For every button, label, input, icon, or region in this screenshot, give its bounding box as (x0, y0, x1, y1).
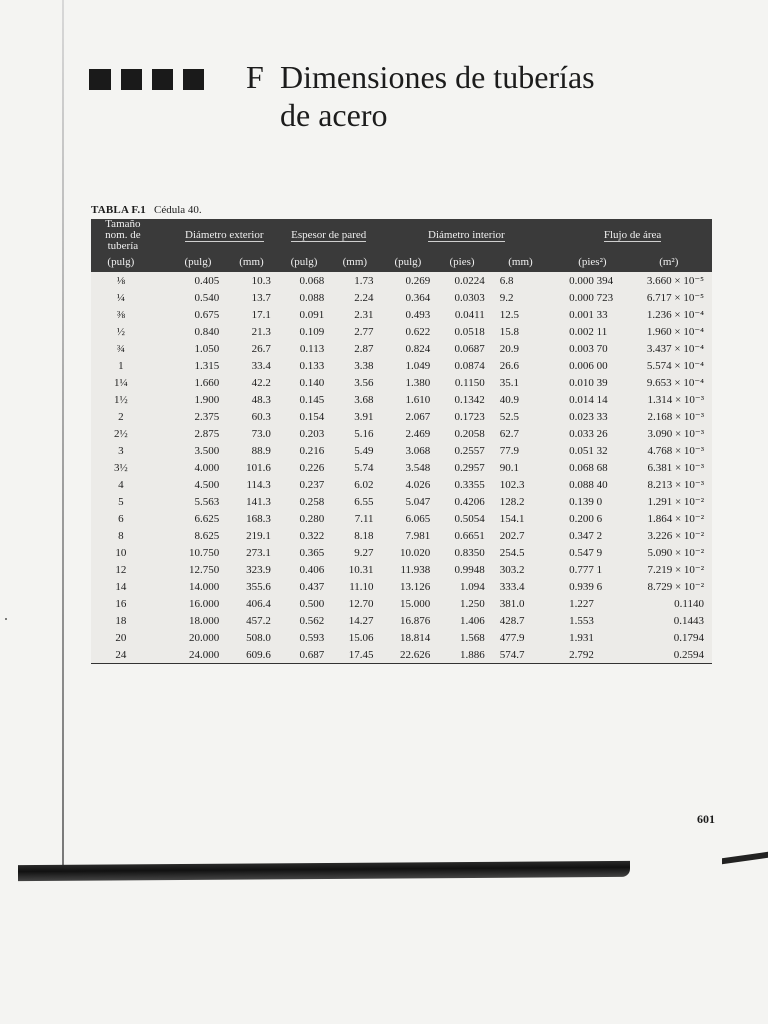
table-cell: 15.8 (499, 325, 519, 338)
table-cell: 22.626 (380, 646, 437, 664)
table-cell: 10.750 (188, 546, 220, 559)
table-cell: 0.547 9 (569, 546, 603, 559)
table-cell: 0.200 6 (569, 512, 603, 525)
table-cell: 0.203 (299, 427, 325, 440)
page-spine-edge (62, 0, 64, 870)
table-cell: 0.824 (405, 342, 431, 355)
table-cell: 7.219 × 10⁻² (647, 564, 704, 576)
table-cell: 5.574 × 10⁻⁴ (646, 360, 704, 372)
table-cell: 0.593 (299, 631, 325, 644)
table-cell: 13.7 (251, 291, 271, 304)
table-cell: 2.168 × 10⁻³ (647, 411, 704, 423)
table-cell: 15.06 (348, 631, 374, 644)
table-cell: 9.27 (354, 546, 374, 559)
table-cell: 0.1150 (454, 376, 485, 389)
table-cell: 1.660 (194, 376, 220, 389)
chapter-marker-squares (89, 69, 204, 90)
table-cell: 2.24 (354, 291, 374, 304)
table-caption (91, 204, 202, 216)
table-cell: 5.563 (194, 495, 220, 508)
table-cell: 0.1342 (454, 393, 485, 406)
unit-header-cell: (pulg) (171, 252, 225, 272)
table-cell: 0.777 1 (569, 563, 603, 576)
table-cell: 0.0874 (454, 359, 485, 372)
table-cell: 0.687 (278, 646, 330, 664)
table-cell: 0.500 (299, 597, 325, 610)
table-cell: 254.5 (499, 546, 525, 559)
table-cell: 60.3 (251, 410, 271, 423)
table-cell: 0.5054 (454, 512, 485, 525)
table-cell: 10.020 (400, 546, 431, 559)
table-cell: 355.6 (246, 580, 271, 593)
table-cell: 3.500 (194, 444, 220, 457)
table-cell: 24 (91, 646, 171, 664)
table-cell: 323.9 (246, 563, 271, 576)
table-cell: 0.003 70 (569, 342, 608, 355)
scan-speck (5, 618, 7, 620)
table-cell: 101.6 (246, 461, 271, 474)
table-cell: 1.960 × 10⁻⁴ (646, 326, 704, 338)
table-cell: 202.7 (499, 529, 525, 542)
table-cell: 0.3355 (454, 478, 485, 491)
table-cell: 1.049 (405, 359, 431, 372)
table-cell: 0.023 33 (569, 410, 608, 423)
table-cell: 1.406 (459, 614, 485, 627)
table-cell: 0.2557 (454, 444, 485, 457)
unit-header-cell: (mm) (225, 252, 278, 272)
table-cell: 16 (115, 597, 127, 610)
table-cell: 5.49 (354, 444, 374, 457)
table-cell: 1.236 × 10⁻⁴ (646, 309, 704, 321)
table-cell: 14 (115, 580, 127, 593)
table-cell: 219.1 (246, 529, 271, 542)
table-row (91, 323, 712, 340)
table-cell: 3.38 (354, 359, 374, 372)
table-cell: 0.347 2 (569, 529, 603, 542)
table-cell: 0.0687 (454, 342, 485, 355)
table-row (91, 391, 712, 408)
table-cell: 16.876 (400, 614, 431, 627)
table-cell: 14.27 (348, 614, 374, 627)
table-row (91, 612, 712, 629)
table-cell: 3½ (114, 461, 128, 474)
table-cell: 11.938 (400, 563, 431, 576)
table-cell: 1.314 × 10⁻³ (647, 394, 704, 406)
table-cell: 2.792 (553, 646, 631, 664)
table-cell: 0.0518 (454, 325, 485, 338)
table-cell: 1.886 (436, 646, 487, 664)
table-cell: 90.1 (499, 461, 519, 474)
table-cell: 508.0 (246, 631, 271, 644)
table-cell: 6.381 × 10⁻³ (647, 462, 704, 474)
table-cell: 0.4206 (454, 495, 485, 508)
table-cell: 7.11 (354, 512, 374, 525)
table-cell: 0.140 (299, 376, 325, 389)
appendix-title-line2: de acero (280, 97, 388, 133)
table-cell: 35.1 (499, 376, 519, 389)
table-cell: 0.154 (299, 410, 325, 423)
table-row (91, 629, 712, 646)
table-cell: 0.675 (194, 308, 220, 321)
table-row (91, 374, 712, 391)
table-cell: 33.4 (251, 359, 271, 372)
table-cell: 18.814 (400, 631, 431, 644)
table-cell: 2 (118, 410, 124, 423)
table-cell: 8.213 × 10⁻³ (647, 479, 704, 491)
table-cell: 0.1794 (673, 631, 704, 644)
table-row (91, 306, 712, 323)
table-cell: 1.610 (405, 393, 431, 406)
table-row (91, 272, 712, 289)
table-cell: 0.133 (299, 359, 325, 372)
unit-header-cell: (pies) (436, 252, 487, 272)
table-cell: 0.258 (299, 495, 325, 508)
table-cell: 141.3 (246, 495, 271, 508)
appendix-title-line1: Dimensiones de tuberías (280, 59, 595, 95)
table-cell: 0.6651 (454, 529, 485, 542)
table-cell: 17.45 (330, 646, 379, 664)
table-cell: 303.2 (499, 563, 525, 576)
table-cell: 12.5 (499, 308, 519, 321)
table-cell: 0.113 (299, 342, 325, 355)
table-cell: 0.109 (299, 325, 325, 338)
table-cell: 15.000 (400, 597, 431, 610)
table-cell: 3.56 (354, 376, 374, 389)
marker-square (183, 69, 204, 90)
table-cell: 114.3 (246, 478, 271, 491)
table-cell: 428.7 (499, 614, 525, 627)
header-flow-area: Flujo de área (553, 219, 712, 252)
page-number: 601 (697, 812, 715, 826)
table-row (91, 459, 712, 476)
table-cell: 3.068 (405, 444, 431, 457)
table-cell: 26.6 (499, 359, 519, 372)
table-cell: 3.437 × 10⁻⁴ (646, 343, 704, 355)
table-cell: 8.625 (194, 529, 220, 542)
table-cell: 0.091 (299, 308, 325, 321)
table-cell: 4.000 (194, 461, 220, 474)
table-cell: 26.7 (251, 342, 271, 355)
table-caption-text: Cédula 40. (154, 204, 202, 216)
table-cell: 168.3 (246, 512, 271, 525)
table-cell: 1.73 (354, 274, 374, 287)
header-nominal-size: Tamaño nom. de tubería (91, 219, 171, 252)
table-cell: 4.768 × 10⁻³ (647, 445, 704, 457)
table-cell: 42.2 (251, 376, 271, 389)
table-cell: 3.090 × 10⁻³ (647, 428, 704, 440)
table-cell: 128.2 (499, 495, 525, 508)
table-cell: 3.548 (405, 461, 431, 474)
table-cell: 0.006 00 (569, 359, 608, 372)
table-cell: 406.4 (246, 597, 271, 610)
table-cell: 9.653 × 10⁻⁴ (646, 377, 704, 389)
table-cell: 0.033 26 (569, 427, 608, 440)
table-cell: 48.3 (251, 393, 271, 406)
table-cell: 20 (115, 631, 127, 644)
table-row (91, 510, 712, 527)
table-cell: 3.226 × 10⁻² (647, 530, 704, 542)
table-cell: 8.729 × 10⁻² (647, 581, 704, 593)
unit-header-cell: (pulg) (380, 252, 437, 272)
table-cell: ⅜ (116, 308, 125, 321)
table-cell: 0.2058 (454, 427, 485, 440)
table-caption-label: TABLA F.1 (91, 204, 146, 216)
unit-header-cell: (mm) (488, 252, 553, 272)
scan-corner-shadow (722, 852, 768, 864)
table-cell: 273.1 (246, 546, 271, 559)
table-cell: 0.088 40 (569, 478, 608, 491)
table-cell: 0.9948 (454, 563, 485, 576)
table-row (91, 595, 712, 612)
table-cell: 6.02 (354, 478, 374, 491)
table-cell: 574.7 (488, 646, 553, 664)
table-cell: 102.3 (499, 478, 525, 491)
table-cell: 0.406 (299, 563, 325, 576)
table-row (91, 357, 712, 374)
table-cell: 0.540 (194, 291, 220, 304)
table-cell: 2.87 (354, 342, 374, 355)
table-row (91, 527, 712, 544)
table-cell: 1.380 (405, 376, 431, 389)
table-cell: 154.1 (499, 512, 525, 525)
table-row (91, 578, 712, 595)
table-cell: 1.568 (459, 631, 485, 644)
table-cell: 10.31 (348, 563, 374, 576)
table-cell: 77.9 (499, 444, 519, 457)
table-cell: 1.864 × 10⁻² (647, 513, 704, 525)
table-cell: 6.717 × 10⁻⁵ (646, 292, 704, 304)
table-cell: 0.840 (194, 325, 220, 338)
table-cell: 5.16 (354, 427, 374, 440)
table-cell: 0.493 (405, 308, 431, 321)
table-row (91, 442, 712, 459)
table-cell: 8 (118, 529, 124, 542)
scan-bottom-shadow (18, 861, 630, 881)
table-cell: 2.469 (405, 427, 431, 440)
table-cell: 381.0 (499, 597, 525, 610)
table-cell: 6 (118, 512, 124, 525)
unit-header-cell: (m²) (632, 252, 712, 272)
table-cell: 18.000 (188, 614, 220, 627)
unit-header-cell: (mm) (330, 252, 379, 272)
table-cell: 5 (118, 495, 124, 508)
table-cell: 0.269 (405, 274, 431, 287)
table-cell: 7.981 (405, 529, 431, 542)
table-cell: 3.91 (354, 410, 374, 423)
table-cell: 20.000 (188, 631, 220, 644)
table-cell: 0.1140 (674, 597, 704, 610)
table-cell: 609.6 (225, 646, 278, 664)
table-cell: 0.010 39 (569, 376, 608, 389)
table-cell: 2.375 (194, 410, 220, 423)
table-cell: 6.065 (405, 512, 431, 525)
unit-header-cell: (pies²) (553, 252, 631, 272)
table-cell: 0.000 723 (569, 291, 614, 304)
table-row (91, 408, 712, 425)
table-cell: 0.1443 (673, 614, 704, 627)
table-cell: 457.2 (246, 614, 271, 627)
table-cell: 0.0224 (454, 274, 485, 287)
table-cell: 0.0303 (454, 291, 485, 304)
table-cell: 0.000 394 (569, 274, 614, 287)
table-cell: 0.088 (299, 291, 325, 304)
table-cell: 5.090 × 10⁻² (647, 547, 704, 559)
table-cell: 0.145 (299, 393, 325, 406)
table-cell: 21.3 (251, 325, 271, 338)
table-cell: 4.500 (194, 478, 220, 491)
table-cell: 88.9 (251, 444, 271, 457)
table-row (91, 425, 712, 442)
table-row (91, 544, 712, 561)
table-cell: 6.625 (194, 512, 220, 525)
pipe-dimensions-table (91, 219, 712, 664)
table-cell: 0.014 14 (569, 393, 608, 406)
table-cell: 0.2957 (454, 461, 485, 474)
table-cell: 3 (118, 444, 124, 457)
table-cell: 1.250 (459, 597, 485, 610)
table-cell: ⅛ (116, 274, 125, 287)
table-row (91, 289, 712, 306)
table-cell: 0.437 (299, 580, 325, 593)
table-cell: 6.8 (499, 274, 514, 287)
table-cell: 1.553 (569, 614, 594, 627)
table-cell: 3.68 (354, 393, 374, 406)
table-cell: 10.3 (251, 274, 271, 287)
table-cell: 16.000 (188, 597, 220, 610)
table-group-header-row (91, 219, 712, 252)
header-inner-diameter: Diámetro interior (380, 219, 554, 252)
table-cell: 3.660 × 10⁻⁵ (646, 275, 704, 287)
table-cell: 12.70 (348, 597, 374, 610)
table-cell: 12.750 (188, 563, 220, 576)
table-cell: 0.1723 (454, 410, 485, 423)
table-cell: 18 (115, 614, 127, 627)
header-wall-thickness: Espesor de pared (278, 219, 380, 252)
marker-square (152, 69, 173, 90)
table-cell: ½ (116, 325, 125, 338)
table-cell: 2.067 (405, 410, 431, 423)
table-row (91, 340, 712, 357)
table-body (91, 272, 712, 664)
table-cell: 4 (118, 478, 124, 491)
table-cell: 0.002 11 (569, 325, 608, 338)
table-cell: 477.9 (499, 631, 525, 644)
table-cell: 0.001 33 (569, 308, 608, 321)
table-cell: 17.1 (251, 308, 271, 321)
table-cell: 0.226 (299, 461, 325, 474)
table-cell: 0.051 32 (569, 444, 608, 457)
table-cell: 0.139 0 (569, 495, 603, 508)
table-cell: 0.068 68 (569, 461, 608, 474)
table-cell: 333.4 (499, 580, 525, 593)
table-cell: 1.931 (569, 631, 594, 644)
table-row (91, 476, 712, 493)
table-cell: 52.5 (499, 410, 519, 423)
table-cell: 12 (115, 563, 127, 576)
table-cell: 2½ (114, 427, 128, 440)
unit-header-cell: (pulg) (91, 252, 171, 272)
unit-header-cell: (pulg) (278, 252, 330, 272)
table-row (91, 561, 712, 578)
table-cell: 0.322 (299, 529, 325, 542)
table-cell: 2.875 (194, 427, 220, 440)
table-cell: 9.2 (499, 291, 514, 304)
table-cell: 0.0411 (454, 308, 485, 321)
appendix-title (246, 58, 666, 134)
table-cell: ¼ (116, 291, 125, 304)
table-cell: 6.55 (354, 495, 374, 508)
table-cell: 4.026 (405, 478, 431, 491)
table-cell: 13.126 (400, 580, 431, 593)
table-cell: 0.068 (299, 274, 325, 287)
table-cell: 1.315 (194, 359, 220, 372)
table-cell: 5.047 (405, 495, 431, 508)
table-cell: 8.18 (354, 529, 374, 542)
table-cell: 0.562 (299, 614, 325, 627)
table-cell: 1.900 (194, 393, 220, 406)
table-cell: 0.365 (299, 546, 325, 559)
table-cell: 10 (115, 546, 127, 559)
table-cell: 40.9 (499, 393, 519, 406)
table-cell: 1.094 (459, 580, 485, 593)
table-cell: 14.000 (188, 580, 220, 593)
table-cell: 0.364 (405, 291, 431, 304)
table-unit-header-row (91, 252, 712, 272)
marker-square (121, 69, 142, 90)
appendix-letter: F (246, 59, 264, 95)
table-cell: ¾ (116, 342, 125, 355)
table-cell: 62.7 (499, 427, 519, 440)
table-cell: 0.280 (299, 512, 325, 525)
marker-square (89, 69, 111, 90)
table-cell: 2.31 (354, 308, 374, 321)
table-row (91, 493, 712, 510)
header-outer-diameter: Diámetro exterior (171, 219, 278, 252)
table-cell: 1½ (114, 393, 128, 406)
table-cell: 1¼ (114, 376, 128, 389)
table-row (91, 646, 712, 664)
table-cell: 0.216 (299, 444, 325, 457)
table-cell: 73.0 (251, 427, 271, 440)
table-cell: 0.237 (299, 478, 325, 491)
table-cell: 1.227 (569, 597, 594, 610)
table-cell: 2.77 (354, 325, 374, 338)
table-cell: 1.050 (194, 342, 220, 355)
table-cell: 0.405 (194, 274, 220, 287)
table-cell: 5.74 (354, 461, 374, 474)
table-cell: 20.9 (499, 342, 519, 355)
table-cell: 1.291 × 10⁻² (647, 496, 704, 508)
table-cell: 0.2594 (632, 646, 712, 664)
table-cell: 0.622 (405, 325, 431, 338)
table-cell: 0.939 6 (569, 580, 603, 593)
table-cell: 11.10 (349, 580, 374, 593)
table-cell: 1 (118, 359, 124, 372)
table-cell: 0.8350 (454, 546, 485, 559)
table-cell: 24.000 (171, 646, 225, 664)
